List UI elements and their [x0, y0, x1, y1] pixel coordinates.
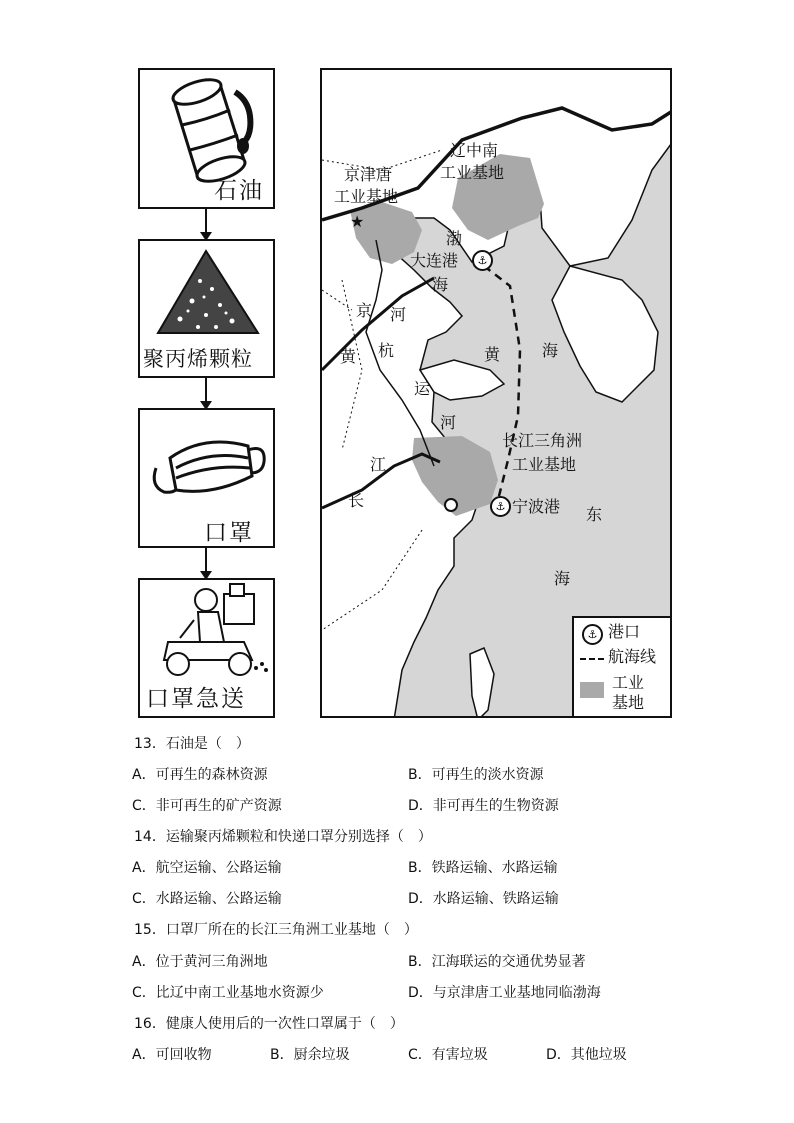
- legend-route-swatch: [580, 658, 604, 660]
- label-he-canal: 河: [440, 413, 457, 432]
- pellet-pile-icon: [140, 241, 273, 341]
- question-15-option-a[interactable]: A．位于黄河三角洲地: [132, 954, 268, 970]
- label-jing: 京: [356, 301, 373, 320]
- label-dong: 东: [586, 505, 603, 524]
- label-yun: 运: [414, 379, 431, 398]
- question-14-option-b[interactable]: B．铁路运输、水路运输: [408, 860, 558, 876]
- face-mask-icon: [140, 410, 273, 510]
- label-liaozhongnan-2: 工业基地: [440, 163, 505, 182]
- question-13-option-d[interactable]: D．非可再生的生物资源: [408, 798, 559, 814]
- flow-arrow-3: [205, 548, 207, 578]
- legend-port-label: 港口: [608, 622, 641, 641]
- question-16-option-b[interactable]: B．厨余垃圾: [270, 1047, 350, 1063]
- flow-label-mask: 口罩: [204, 520, 254, 546]
- label-hai-huanghai: 海: [542, 341, 559, 360]
- flow-box-delivery: [138, 578, 275, 718]
- label-jiang: 江: [370, 455, 387, 474]
- label-he-jinghang: 河: [390, 305, 407, 324]
- question-16-stem: 16．健康人使用后的一次性口罩属于（ ）: [134, 1016, 404, 1032]
- question-15-option-b[interactable]: B．江海联运的交通优势显著: [408, 954, 586, 970]
- flow-arrow-2: [205, 378, 207, 408]
- legend-industry-label-2: 基地: [612, 693, 645, 712]
- city-marker-icon: [444, 498, 458, 512]
- label-chang: 长: [348, 491, 365, 510]
- label-dalian: 大连港: [410, 251, 459, 270]
- flow-label-oil: 石油: [214, 178, 264, 204]
- label-bo: 渤: [446, 229, 463, 248]
- map-legend: [572, 616, 670, 716]
- capital-star-icon: ★: [350, 212, 365, 231]
- label-changjiang-base-2: 工业基地: [512, 455, 577, 474]
- delivery-scooter-icon: [140, 580, 273, 680]
- flow-box-mask: [138, 408, 275, 548]
- question-14-option-a[interactable]: A．航空运输、公路运输: [132, 860, 282, 876]
- legend-industry-label-1: 工业: [612, 673, 645, 692]
- label-jingjintang-2: 工业基地: [334, 187, 399, 206]
- question-14-stem: 14．运输聚丙烯颗粒和快递口罩分别选择（ ）: [134, 829, 432, 845]
- question-13-option-a[interactable]: A．可再生的森林资源: [132, 767, 268, 783]
- label-hai-bohai: 海: [432, 275, 449, 294]
- flow-box-pellets: [138, 239, 275, 378]
- label-changjiang-base-1: 长江三角洲: [502, 431, 583, 450]
- question-14-option-c[interactable]: C．水路运输、公路运输: [132, 891, 282, 907]
- flow-label-delivery: 口罩急送: [146, 686, 246, 712]
- legend-industry-swatch: [580, 682, 604, 698]
- question-13-option-b[interactable]: B．可再生的淡水资源: [408, 767, 544, 783]
- question-16-option-a[interactable]: A．可回收物: [132, 1047, 212, 1063]
- label-jingjintang-1: 京津唐: [344, 165, 393, 184]
- flow-arrow-1: [205, 209, 207, 239]
- label-hang: 杭: [378, 341, 395, 360]
- label-liaozhongnan-1: 辽中南: [450, 141, 499, 160]
- legend-anchor-icon: ⚓: [582, 624, 603, 645]
- label-ningbo: 宁波港: [512, 497, 561, 516]
- question-14-option-d[interactable]: D．水路运输、铁路运输: [408, 891, 559, 907]
- question-16-option-d[interactable]: D．其他垃圾: [546, 1047, 627, 1063]
- question-13-stem: 13．石油是（ ）: [134, 736, 250, 752]
- question-15-option-c[interactable]: C．比辽中南工业基地水资源少: [132, 985, 324, 1001]
- label-huang-river: 黄: [340, 347, 357, 366]
- flow-label-pellets: 聚丙烯颗粒: [143, 347, 253, 371]
- dalian-port-anchor-icon: ⚓: [472, 250, 493, 271]
- china-east-map: [320, 68, 672, 718]
- ningbo-port-anchor-icon: ⚓: [490, 496, 511, 517]
- label-hai-donghai: 海: [554, 569, 571, 588]
- label-huang-sea: 黄: [484, 345, 501, 364]
- question-13-option-c[interactable]: C．非可再生的矿产资源: [132, 798, 282, 814]
- question-15-stem: 15．口罩厂所在的长江三角洲工业基地（ ）: [134, 922, 418, 938]
- flow-box-oil: [138, 68, 275, 209]
- question-15-option-d[interactable]: D．与京津唐工业基地同临渤海: [408, 985, 601, 1001]
- legend-route-label: 航海线: [608, 647, 657, 666]
- question-16-option-c[interactable]: C．有害垃圾: [408, 1047, 488, 1063]
